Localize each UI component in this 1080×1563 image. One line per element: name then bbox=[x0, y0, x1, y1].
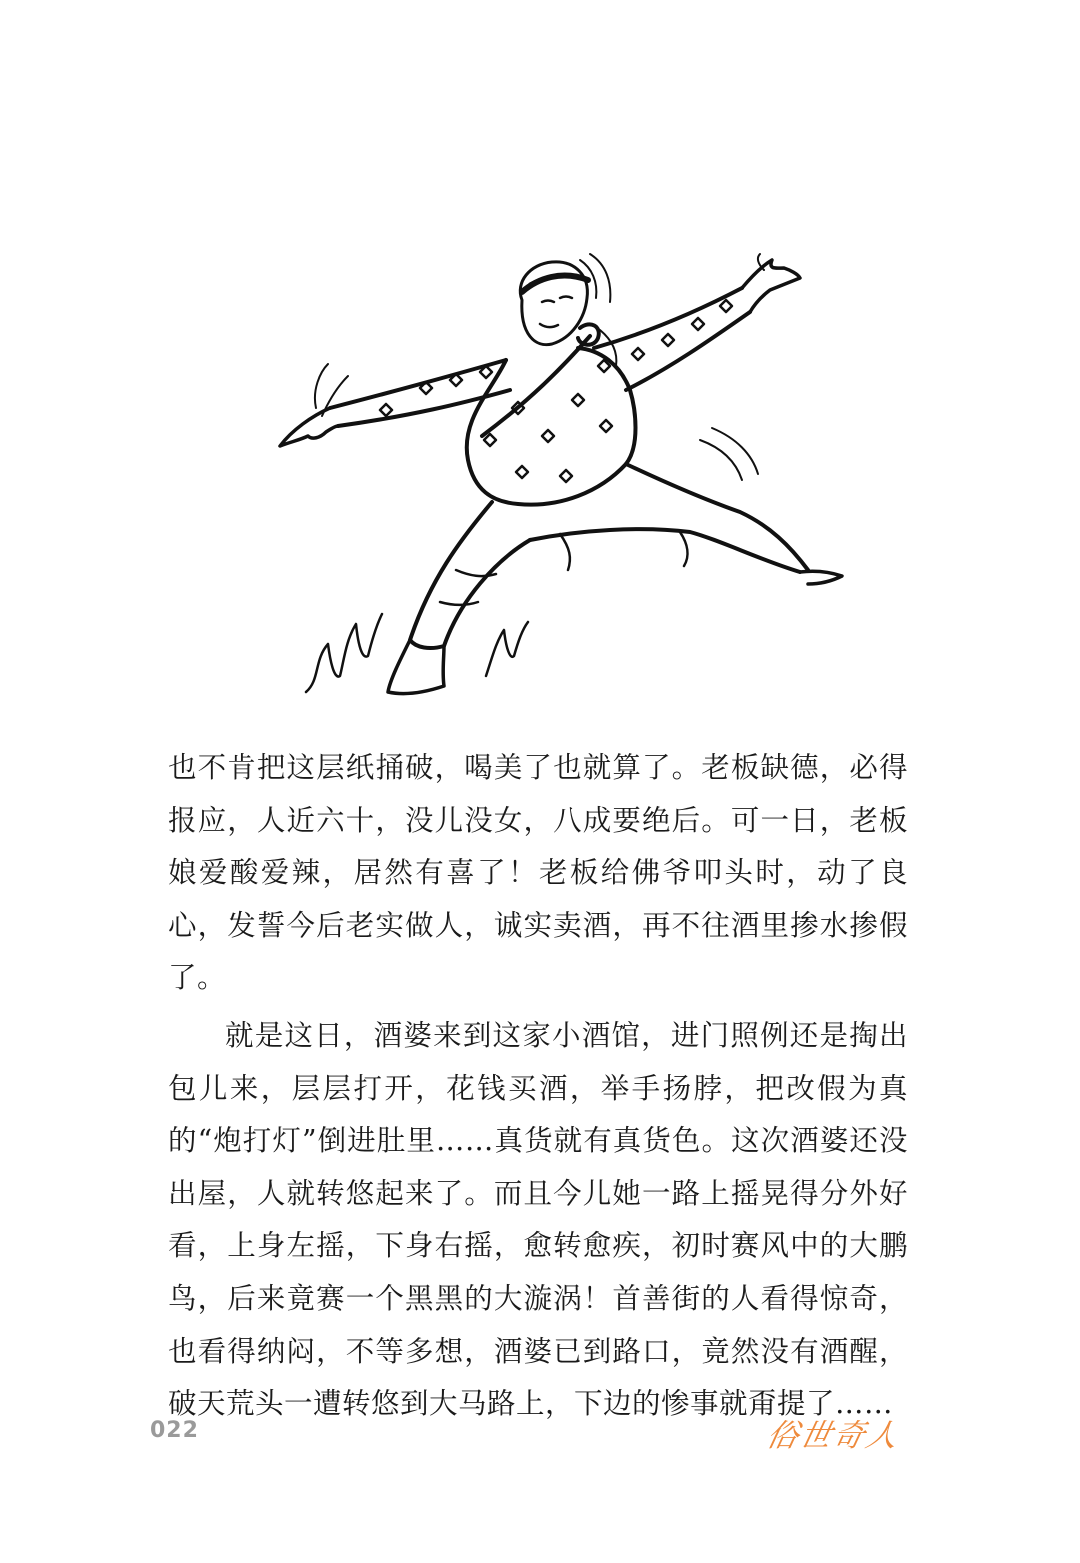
page-number: 022 bbox=[150, 1418, 199, 1443]
dancing-woman-illustration bbox=[260, 240, 860, 710]
paragraph: 就是这日，酒婆来到这家小酒馆，进门照例还是掏出包儿来，层层打开，花钱买酒，举手扬脖，把改假为真的“炮打灯”倒进肚里……真货就有真货色。这次酒婆还没出屋，人就转悠起来了。而且今儿她一路上摇晃得分外好看，上身左摇，下身右摇，愈转愈疾，初时赛风中的大鹏鸟，后来竟赛一个黑黑的大漩涡！首善街的人看得惊奇，也看得纳闷，不等多想，酒婆已到路口，竟然没有酒醒，破天荒头一遭转悠到大马路上，下边的惨事就甭提了…… bbox=[168, 1018, 908, 1421]
book-title-logo: 俗世奇人 bbox=[763, 1418, 904, 1454]
dancing-woman-sketch-icon bbox=[260, 240, 860, 710]
paragraph: 也不肯把这层纸捅破，喝美了也就算了。老板缺德，必得报应，人近六十，没儿没女，八成要绝后。可一日，老板娘爱酸爱辣，居然有喜了！老板给佛爷叩头时，动了良心，发誓今后老实做人，诚实卖酒，再不往酒里掺水掺假了。 bbox=[168, 751, 908, 995]
body-text bbox=[168, 742, 908, 1431]
